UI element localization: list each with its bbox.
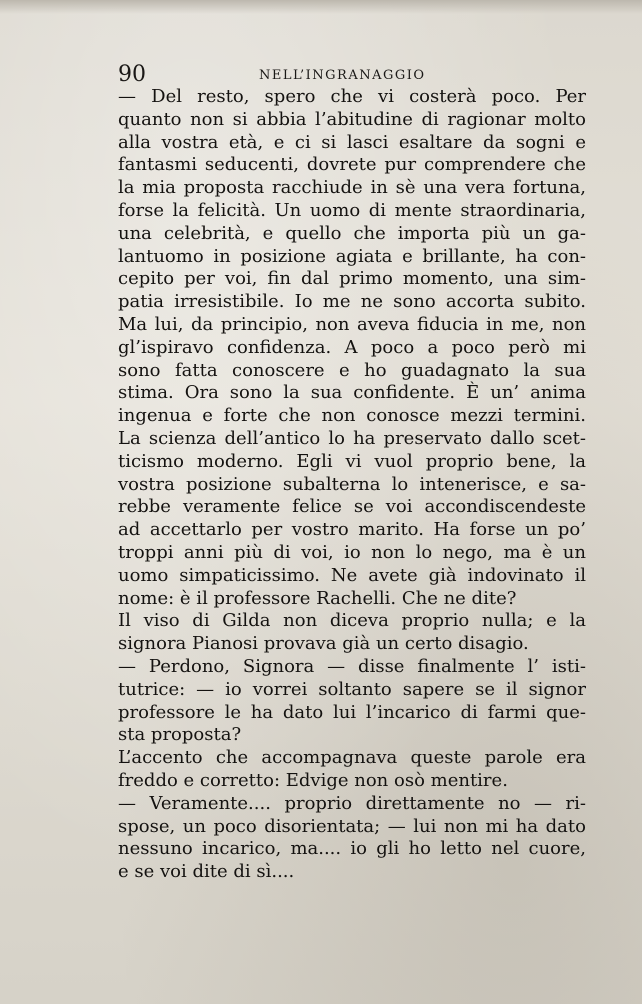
text-line: spose, un poco disorientata; — lui non mi ha dato xyxy=(118,815,586,837)
text-line: uomo simpaticissimo. Ne avete già indovinato il xyxy=(118,564,586,586)
body-text xyxy=(118,86,586,884)
text-line: Ma lui, da principio, non aveva fiducia in me, non xyxy=(118,313,586,335)
page-header xyxy=(118,62,588,88)
text-line: una celebrità, e quello che importa più un ga- xyxy=(118,222,586,244)
text-line: vostra posizione subalterna lo intenerisce, e sa- xyxy=(118,473,586,495)
text-line: ad accettarlo per vostro marito. Ha forse un po’ xyxy=(118,519,586,541)
text-line: ingenua e forte che non conosce mezzi termini. xyxy=(118,405,586,427)
running-head: NELL’INGRANAGGIO xyxy=(259,68,426,83)
text-line: cepito per voi, fin dal primo momento, una sim- xyxy=(118,268,586,290)
text-line: forse la felicità. Un uomo di mente straordinaria, xyxy=(118,199,586,221)
text-line: L’accento che accompagnava queste parole era xyxy=(118,747,586,769)
text-line: La scienza dell’antico lo ha preservato dallo scet- xyxy=(118,427,586,449)
text-line: sono fatta conoscere e ho guadagnato la sua xyxy=(118,359,586,381)
text-line: gl’ispiravo confidenza. A poco a poco però mi xyxy=(118,336,586,358)
text-line: ticismo moderno. Egli vi vuol proprio bene, la xyxy=(118,450,586,472)
text-line: troppi anni più di voi, io non lo nego, ma è un xyxy=(118,541,586,563)
text-line: freddo e corretto: Edvige non osò mentire. xyxy=(118,769,508,791)
text-line: sta proposta? xyxy=(118,724,242,746)
text-line: — Veramente.... proprio direttamente no — ri- xyxy=(118,792,586,814)
text-line: — Perdono, Signora — disse finalmente l’ isti- xyxy=(118,655,586,677)
text-line: nessuno incarico, ma.... io gli ho letto nel cuore, xyxy=(118,838,586,860)
text-line: alla vostra età, e ci si lasci esaltare da sogni e xyxy=(118,131,586,153)
text-line: professore le ha dato lui l’incarico di farmi que- xyxy=(118,701,586,723)
text-line: nome: è il professore Rachelli. Che ne dite? xyxy=(118,587,517,609)
text-line: signora Pianosi provava già un certo disagio. xyxy=(118,633,529,655)
page-top-edge xyxy=(0,0,642,14)
text-line: rebbe veramente felice se voi accondiscendeste xyxy=(118,496,586,518)
text-line: tutrice: — io vorrei soltanto sapere se il signor xyxy=(118,678,586,700)
text-line: stima. Ora sono la sua confidente. È un’ anima xyxy=(118,382,586,404)
text-line: lantuomo in posizione agiata e brillante, ha con- xyxy=(118,245,586,267)
text-line: — Del resto, spero che vi costerà poco. Per xyxy=(118,86,586,107)
text-line: patia irresistibile. Io me ne sono accorta subito. xyxy=(118,291,586,313)
text-line: fantasmi seducenti, dovrete pur comprendere che xyxy=(118,154,586,176)
text-line: quanto non si abbia l’abitudine di ragionar molto xyxy=(118,108,586,130)
text-line: e se voi dite di sì.... xyxy=(118,861,295,883)
page-number: 90 xyxy=(118,62,146,87)
text-line: la mia proposta racchiude in sè una vera fortuna, xyxy=(118,177,586,199)
text-line: Il viso di Gilda non diceva proprio nulla; e la xyxy=(118,610,586,632)
